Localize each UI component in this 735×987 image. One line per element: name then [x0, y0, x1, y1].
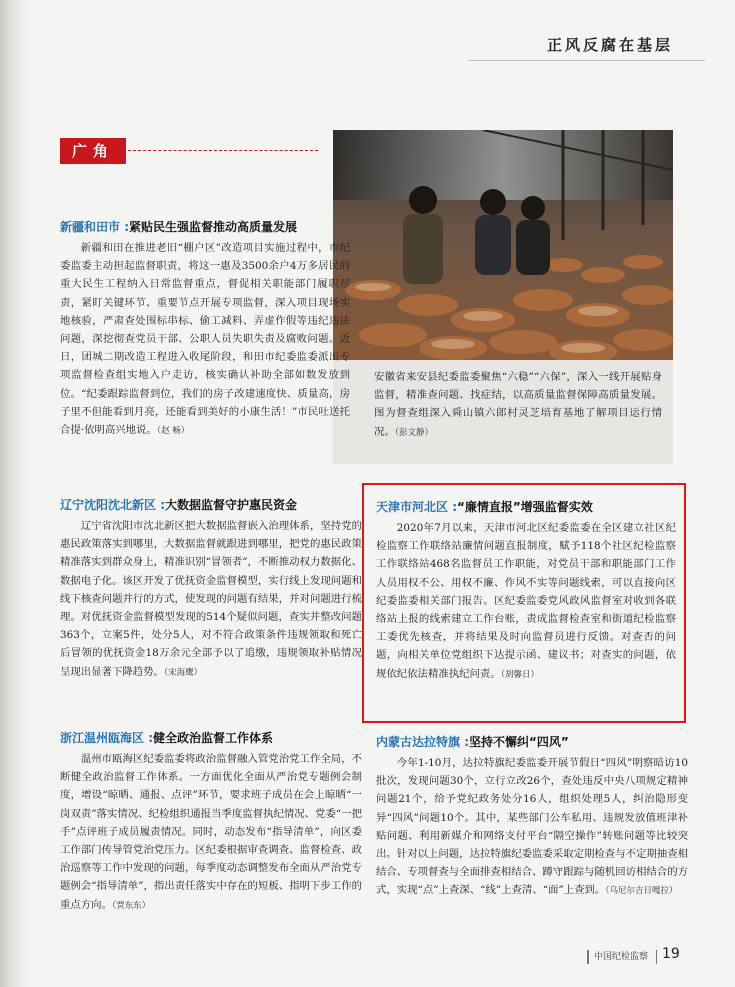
article-title: 内蒙古达拉特旗 :坚持不懈纠“四风” [376, 735, 569, 749]
article-subtitle: 紧贴民生强监督推动高质量发展 [129, 220, 298, 234]
photo-author: （彭文静） [394, 427, 434, 438]
footer-divider-2 [656, 950, 657, 964]
article-body-text: 辽宁省沈阳市沈北新区把大数据监督嵌入治理体系，坚持党的惠民政策落实到哪里，大数据监督就跟进到哪里，把党的惠民政策精准落实到群众身上，精准识别“冒领者”，不断推动权力数据化、数据电子化。该区开发了优抚资金监督模型，实行线上发现问题和线下核查问题并行的方式，使发现的问题有结果，并对问题进行梳理。对优抚资金监督模型发现的514个疑似问题，查实并整改问题363个，立案5件，处分5人，对不符合政策条件违规领取和死亡后冒领的优抚资金18万余元全部予以了追缴，违规领取补贴情况呈现出显著下降趋势。 [60, 520, 362, 678]
section-header: 正风反腐在基层 [546, 36, 673, 54]
article-author: （赵 畅） [156, 426, 190, 437]
page-number: 19 [662, 946, 680, 962]
photo-caption-text: 安徽省来安县纪委监委聚焦“六稳”“六保”，深入一线开展贴身监督，精准查问题、找症结，以高质量监督保障高质量发展。图为督查组深入舜山镇六郎村灵芝培育基地了解项目运行情况。 [374, 371, 662, 438]
article-subtitle: 坚持不懈纠“四风” [469, 735, 569, 749]
column-tag: 广角 [60, 138, 126, 164]
article-liaoning-shenbei [60, 496, 362, 682]
article-author: （乌尼尔吉日嘎拉） [605, 886, 678, 897]
lingzhi-base-photo [333, 130, 673, 360]
tag-dashed-rule [128, 150, 318, 151]
footer-divider [587, 950, 589, 964]
footer-magazine-name: 中国纪检监察 [594, 952, 649, 962]
article-body [60, 750, 362, 915]
article-body-text: 温州市瓯海区纪委监委将政治监督融入管党治党工作全局，不断健全政治监督工作体系。一方面优化全面从严治党专题例会制度，增设“晾晒、通报、点评”环节，要求班子成员在会上晾晒“一岗双责”落实情况、纪检组织通报当季度监督执纪情况、党委“一把手”点评班子成员履责情况。同时，动态发布“指导清单”，向区委工作部门传导管党治党压力。区纪委根据审查调查、监督检查、政治巡察等工作中发现的问题，每季度动态调整发布全面从严治党专题例会“指导清单”，指出责任落实中存在的短板、指明下步工作的重点方向。 [60, 753, 362, 911]
article-body [60, 239, 350, 440]
article-place: 天津市河北区 [376, 500, 449, 514]
article-body [376, 754, 688, 901]
article-author: （胡馨日） [500, 669, 539, 680]
magazine-page [28, 0, 735, 987]
article-title: 浙江温州瓯海区 :健全政治监督工作体系 [60, 731, 274, 745]
article-tianjin-hebei [376, 498, 676, 684]
article-xinjiang-hetian [60, 218, 350, 440]
article-neimenggu-dalate [376, 733, 688, 901]
article-body-text: 2020年7月以来，天津市河北区纪委监委在全区建立社区纪检监察工作联络站廉情问题直报制度，赋予118个社区纪检监察工作联络站468名监督员工作职能，对党员干部和职能部门工作人员用权不公、用权不廉、作风不实等问题线索，可以直接向区纪委监委相关部门报告。区纪委监委党风政风监督室对收到各联络站上报的线索建立工作台账，责成监督检查室和街道纪检监察工委优先核查，并将结果及时向监督员进行反馈。对查否的问题，向相关单位党组织下达提示函、建议书；对查实的问题，依规依纪依法精准执纪问责。 [376, 522, 676, 680]
article-subtitle: “廉情直报”增强监督实效 [457, 500, 593, 514]
photo-caption [374, 368, 662, 442]
article-body [376, 519, 676, 684]
article-place: 内蒙古达拉特旗 [376, 735, 461, 749]
article-subtitle: 健全政治监督工作体系 [153, 731, 274, 745]
article-body [60, 517, 362, 682]
article-author: （贾东东） [111, 900, 151, 911]
header-rule [468, 60, 705, 61]
article-place: 新疆和田市 [60, 220, 121, 234]
book-spine-shadow [0, 0, 28, 987]
article-subtitle: 大数据监督守护惠民资金 [165, 498, 298, 512]
article-body-text: 新疆和田在推进老旧“棚户区”改造项目实施过程中，市纪委监委主动担起监督职责，将这一惠及3500余户4万多居民的重大民生工程纳入日常监督重点，督促相关职能部门履职尽责，紧盯关键环节、重要节点开展专项监督，深入项目现场实地核验，严肃查处围标串标、偷工减料、弄虚作假等违纪违法问题，深挖彻查党员干部、公职人员失职失责及腐败问题。近日，团城二期改造工程进入收尾阶段，和田市纪委监委派出专项监督检查组实地入户走访，核实确认补助全部如数发放到位。“纪委跟踪监督到位，我们的房子改建速度快、质量高，房子里不但能看到月亮，还能看到美好的小康生活！”市民吐送托合提·依明高兴地说。 [60, 242, 350, 437]
article-title: 辽宁沈阳沈北新区 :大数据监督守护惠民资金 [60, 498, 298, 512]
article-body-text: 今年1-10月，达拉特旗纪委监委开展节假日“四风”明察暗访10批次，发现问题30个，立行立改26个，查处违反中央八项规定精神问题21个，给予党纪政务处分16人，组织处理5人，纠治隐形变异“四风”问题10个。其中，某些部门公车私用、违规发放值班津补贴问题、利用新媒介和网络支付平台“隔空操作”转账问题等比较突出。针对以上问题，达拉特旗纪委监委采取定期检查与不定期抽查相结合、专项督查与全面排查相结合、蹲守跟踪与随机回访相结合的方式，实现“点”上查深、“线”上查清、“面”上查到。 [376, 757, 688, 897]
article-place: 浙江温州瓯海区 [60, 731, 145, 745]
article-place: 辽宁沈阳沈北新区 [60, 498, 157, 512]
article-title: 天津市河北区 :“廉情直报”增强监督实效 [376, 500, 593, 514]
photo-illustration [333, 130, 673, 360]
article-author: （宋海鹰） [163, 667, 203, 678]
article-zhejiang-ouhai [60, 729, 362, 915]
article-title: 新疆和田市 :紧贴民生强监督推动高质量发展 [60, 220, 298, 234]
